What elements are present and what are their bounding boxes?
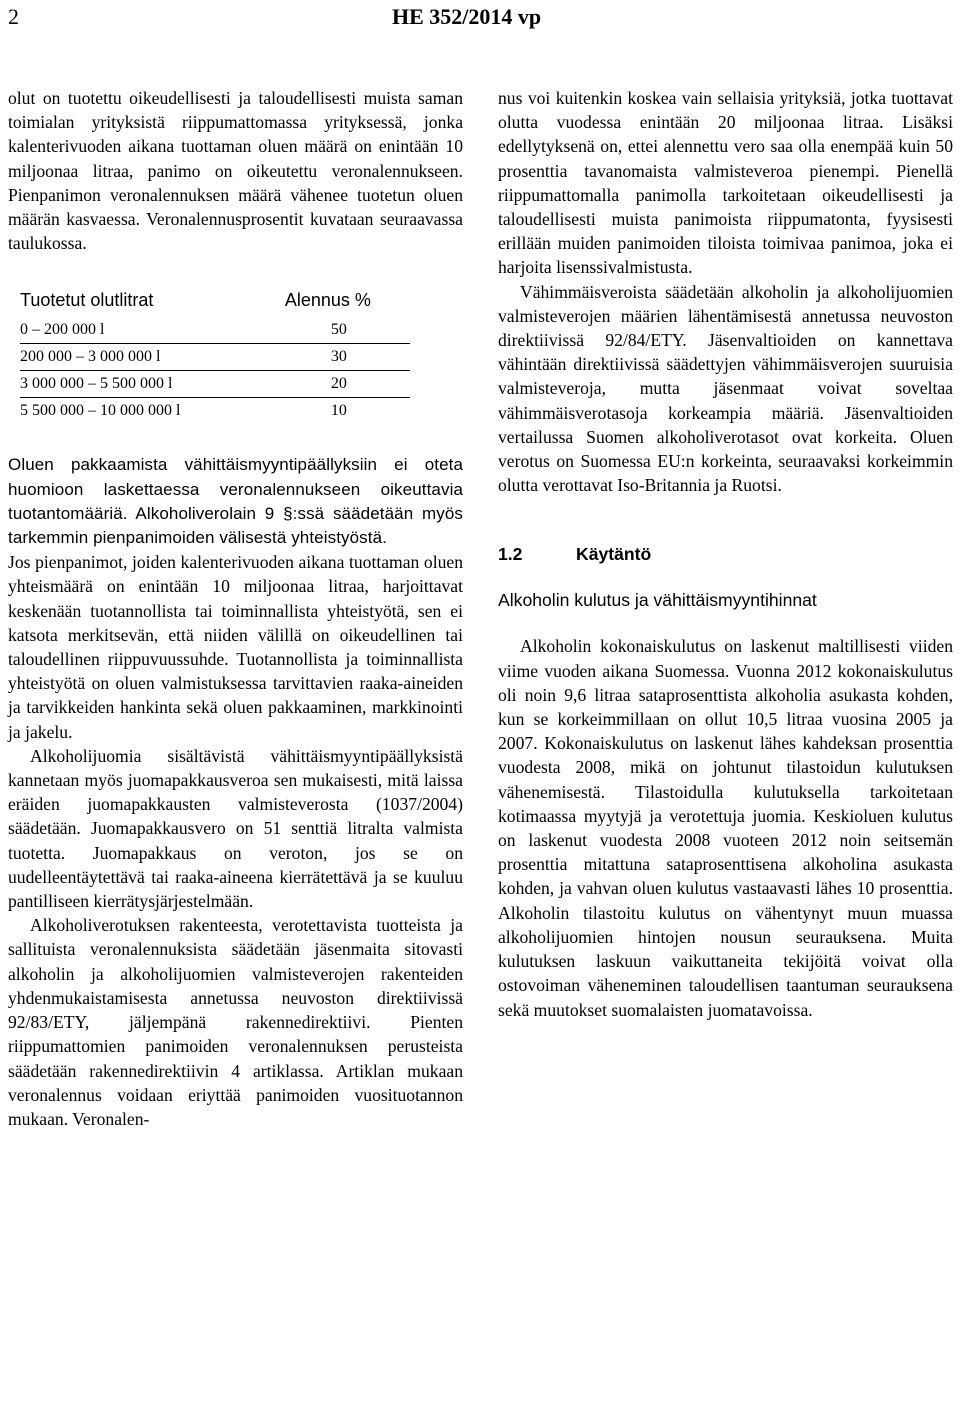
table-row xyxy=(20,398,410,425)
table-cell-reduction: 20 xyxy=(223,371,410,398)
section-number: 1.2 xyxy=(498,544,523,565)
table-cell-litres: 3 000 000 ‒ 5 500 000 l xyxy=(20,371,223,398)
table-cell-litres: 200 000 ‒ 3 000 000 l xyxy=(20,344,223,371)
packaging-tax-paragraph: Alkoholijuomia sisältävistä vähittäismyyntipäällyksistä kannetaan myös juomapakkausveroa sen mukaisesti, mitä laissa eräiden juomapakkausten valmisteverosta (1037/2004) säädetään. Juomapakkausvero on 51 senttiä litralta valmista tuotetta. Juomapakkaus on veroton, jos se on uudelleentäytettävä tai raaka-aineena kierrätettävä ja se kuuluu pantilliseen kierrätysjärjestelmään. xyxy=(8,745,463,912)
packaging-paragraph: Oluen pakkaamista vähittäismyyntipäällyksiin ei oteta huomioon laskettaessa veronalennukseen oikeuttavia tuotantomääriä. Alkoholiverolain 9 §:ssä säädetään myös tarkemmin pienpanimoiden välisestä yhteistyöstä. xyxy=(8,455,463,548)
page-number: 2 xyxy=(8,4,19,29)
table-cell-reduction: 10 xyxy=(330,402,347,420)
table-header-reduction: Alennus % xyxy=(284,290,371,311)
section-heading xyxy=(498,542,953,566)
table-row xyxy=(20,344,410,371)
table-cell-litres: 0 ‒ 200 000 l xyxy=(20,317,223,344)
page-header xyxy=(0,0,960,34)
table-row xyxy=(20,317,410,344)
table-row xyxy=(20,371,410,398)
section-title: Käytäntö xyxy=(576,544,652,565)
document-id: HE 352/2014 vp xyxy=(392,4,542,29)
table-header-litres: Tuotetut olutlitrat xyxy=(20,290,154,311)
directive-paragraph: Alkoholiverotuksen rakenteesta, verotettavista tuotteista ja sallituista veronalennuksista säädetään jäsenmaita sitovasti alkoholin ja alkoholijuomien valmisteverojen rakenteiden yhdenmukaistamisesta annetussa neuvoston direktiivissä 92/83/ETY, jäljempänä rakennedirektiivi. Pienten riippumattomien panimoiden veronalennuksen perusteista säädetään rakennedirektiivin 4 artiklassa. Artiklan mukaan veronalennus voidaan eriyttää panimoiden vuosituotannon mukaan. Veronalen- xyxy=(8,915,463,1129)
right-column xyxy=(498,86,953,1022)
consumption-paragraph: Alkoholin kokonaiskulutus on laskenut maltillisesti viiden viime vuoden aikana Suomessa. Vuonna 2012 kokonaiskulutus oli noin 9,6 litraa sataprosenttista alkoholia asukasta kohden, kun se korkeimmillaan on ollut 10,5 litraa vuosina 2005 ja 2007. Kokonaiskulutus on laskenut lähes kahdeksan prosenttia vuodesta 2008, mikä on johtunut tilastoidun kulutuksen vähenemisestä. Tilastoidulla kulutuksella tarkoitetaan kotimaassa myytyjä ja verotettuja juomia. Keskioluen kulutus on laskenut vuodesta 2008 vuoteen 2012 noin seitsemän prosenttia mitattuna sataprosenttisena alkoholina asukasta kohden, ja vahvan oluen kulutus vastaavasti lähes 10 prosenttia. Alkoholin tilastoitu kulutus on vähentynyt muun muassa alkoholijuomien hintojen nousun seurauksena. Muita kulutuksen laskuun vaikuttaneita tekijöitä voivat olla ostovoiman väheneminen taloudellisen taantuman seurauksena sekä muutokset suomalaisten juomatavoissa. xyxy=(498,636,953,1020)
cooperation-paragraph: Jos pienpanimot, joiden kalenterivuoden aikana tuottaman oluen yhteismäärä on enintään 10 miljoonaa litraa, harjoittavat keskenään tuotannollista tai toiminnallista yhteistyötä, sen ei katsota merkitsevän, että niiden välillä on oikeudellinen tai taloudellinen riippuvuussuhde. Tuotannollista ja toiminnallista yhteistyötä on oluen valmistuksessa tarvittavien raaka-aineiden ja tarvikkeiden hankinta sekä oluen pakkaaminen, markkinointi ja jakelu. xyxy=(8,552,463,742)
table-cell-reduction: 30 xyxy=(223,344,410,371)
subsection-heading: Alkoholin kulutus ja vähittäismyyntihinnat xyxy=(498,590,817,611)
table-cell-reduction: 50 xyxy=(223,317,410,344)
minimum-tax-paragraph: Vähimmäisveroista säädetään alkoholin ja alkoholijuomien valmisteverojen määrien lähentämisestä annetussa neuvoston direktiivissä 92/84/ETY. Jäsenvaltioiden on kannettava vähintään direktiivissä säädettyjen vähimmäisverojen suuruisia valmisteveroja, mutta jäsenmaat voivat soveltaa vähimmäisverotasoja korkeampia määriä. Jäsenvaltioiden vertailussa Suomen alkoholiverotasot ovat korkeita. Oluen verotus on Suomessa EU:n korkeinta, seuraavaksi korkeimmin olutta verottavat Iso-Britannia ja Ruotsi. xyxy=(498,281,953,496)
left-column xyxy=(8,86,463,1131)
continuation-paragraph: nus voi kuitenkin koskea vain sellaisia yrityksiä, jotka tuottavat olutta vuodessa enintään 20 miljoonaa litraa. Lisäksi edellytyksenä on, ettei alennettu vero saa olla enempää kuin 50 prosenttia tavanomaista valmisteveroa pienempi. Pienellä riippumattomalla panimolla tarkoitetaan oikeudellisesti ja taloudellisesti muista panimoista riippumatonta, fyysisesti erillään muiden panimoiden tiloista toimivaa panimoa, joka ei harjoita lisenssivalmistusta. xyxy=(498,88,953,278)
table-cell-litres: 5 500 000 ‒ 10 000 000 l xyxy=(20,402,181,420)
tax-reduction-table xyxy=(20,288,410,424)
table-header-row xyxy=(20,288,410,317)
intro-paragraph: olut on tuotettu oikeudellisesti ja taloudellisesti muista saman toimialan yrityksistä riippumattomassa yrityksessä, jonka kalenterivuoden aikana tuottaman oluen määrä on enintään 10 miljoonaa litraa, panimo on oikeutettu veronalennukseen. Pienpanimon veronalennuksen määrä vähenee tuotetun oluen määrän kasvaessa. Veronalennusprosentit kuvataan seuraavassa taulukossa. xyxy=(8,88,463,254)
